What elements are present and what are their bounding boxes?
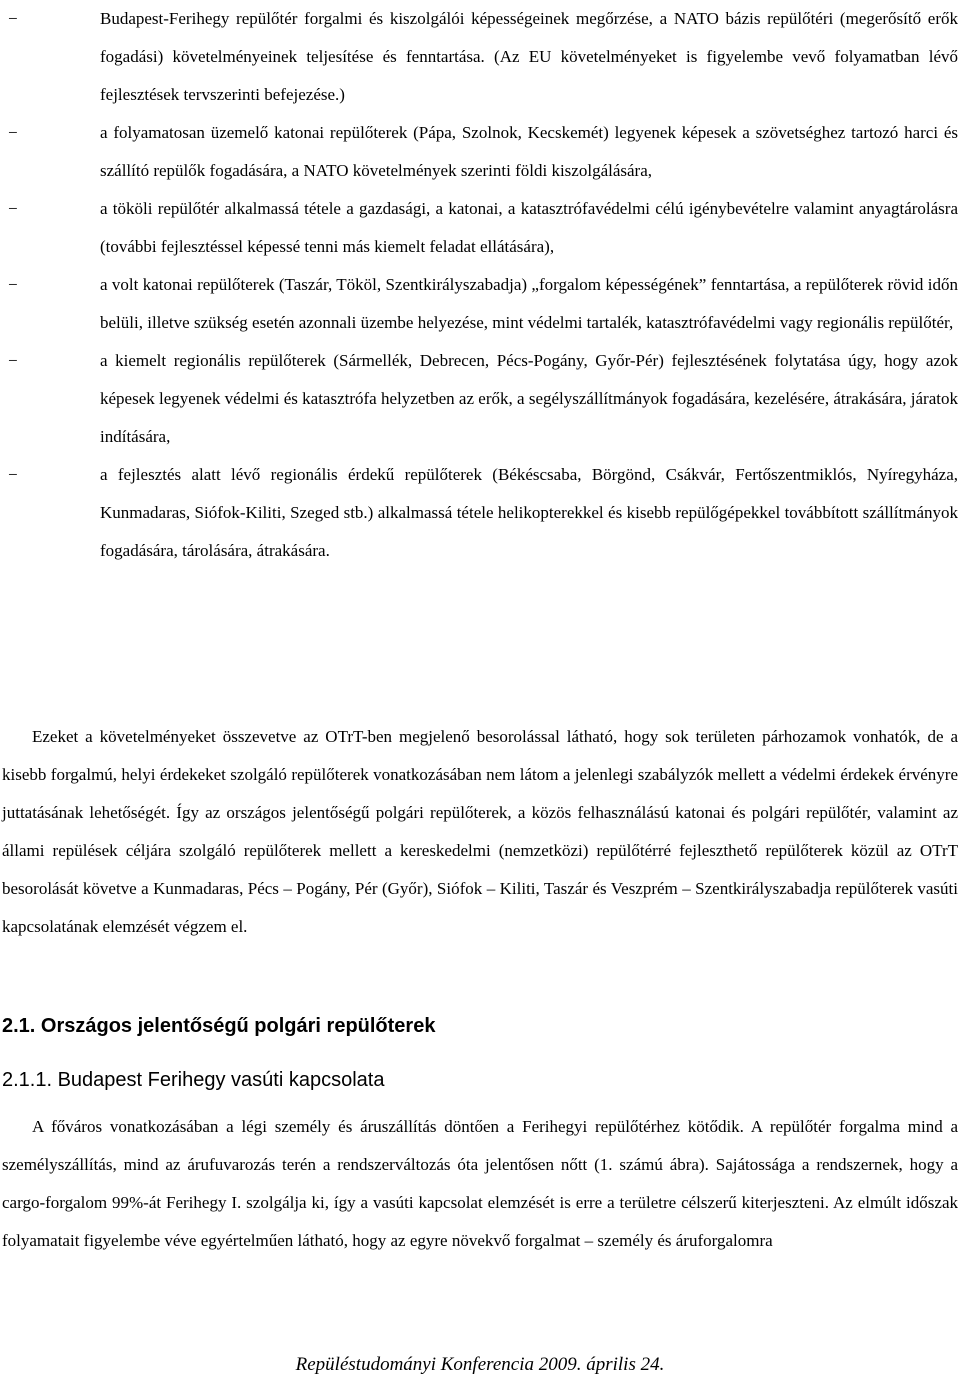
dash-marker: − xyxy=(8,123,18,142)
dash-marker: − xyxy=(8,9,18,28)
list-item-text: a folyamatosan üzemelő katonai repülőterek (Pápa, Szolnok, Kecskemét) legyenek képesek a szövetséghez tartozó harci és szállító repülők fogadására, a NATO követelmények szerinti földi kiszolgálására, xyxy=(100,123,958,180)
list-item xyxy=(0,266,960,342)
dash-marker: − xyxy=(8,465,18,484)
body-paragraph: Ezeket a követelményeket összevetve az OTrT-ben megjelenő besorolással látható, hogy sok területen párhozamok vonhatók, de a kisebb forgalmú, helyi érdekeket szolgáló repülőterek vonatkozásában nem látom a jelenlegi szabályzók mellett a védelmi érdekek érvényre juttatásának lehetőségét. Így az országos jelentőségű polgári repülőterek, a közös felhasználású katonai és polgári repülőtér, valamint az állami repülések céljára szolgáló repülőterek mellett a kereskedelmi (nemzetközi) repülőtérré fejleszthető repülőterek közül az OTrT besorolását követve a Kunmadaras, Pécs – Pogány, Pér (Győr), Siófok – Kiliti, Taszár és Veszprém – Szentkirályszabadja repülőterek vasúti kapcsolatának elemzését végzem el. xyxy=(2,727,958,936)
list-item-text: a fejlesztés alatt lévő regionális érdekű repülőterek (Békéscsaba, Börgönd, Csákvár, Fertőszentmiklós, Nyíregyháza, Kunmadaras, Siófok-Kiliti, Szeged stb.) alkalmassá tétele helikopterekkel és kisebb repülőgépekkel továbbított szállítmányok fogadására, tárolására, átrakására. xyxy=(100,465,958,560)
list-item xyxy=(0,342,960,456)
dash-marker: − xyxy=(8,351,18,370)
body-paragraph: A főváros vonatkozásában a légi személy és áruszállítás döntően a Ferihegyi repülőtérhez kötődik. A repülőtér forgalma mind a személyszállítás, mind az árufuvarozás terén a rendszerváltozás óta jelentősen nőtt (1. számú ábra). Sajátossága a rendszernek, hogy a cargo-forgalom 99%-át Ferihegy I. szolgálja ki, így a vasúti kapcsolat elemzését is erre a területre célszerű kiterjeszteni. Az elmúlt időszak folyamatait figyelembe véve egyértelműen látható, hogy az egyre növekvő forgalmat – személy és áruforgalomra xyxy=(2,1117,958,1250)
list-item-text: a tököli repülőtér alkalmassá tétele a gazdasági, a katonai, a katasztrófavédelmi célú igénybevételre valamint anyagtárolásra (további fejlesztéssel képessé tenni más kiemelt feladat ellátására), xyxy=(100,199,958,256)
section-heading: 2.1. Országos jelentőségű polgári repülőterek xyxy=(2,1015,436,1037)
list-item-text: a kiemelt regionális repülőterek (Sármellék, Debrecen, Pécs-Pogány, Győr-Pér) fejlesztésének folytatása úgy, hogy azok képesek legyenek védelmi és katasztrófa helyzetben az erők, a segélyszállítmányok fogadására, kezelésére, átrakására, járatok indítására, xyxy=(100,351,958,446)
list-item xyxy=(0,0,960,114)
page-footer: Repüléstudományi Konferencia 2009. április 24. xyxy=(295,1354,665,1375)
dash-marker: − xyxy=(8,199,18,218)
list-item xyxy=(0,114,960,190)
list-item-text: Budapest-Ferihegy repülőtér forgalmi és kiszolgálói képességeinek megőrzése, a NATO bázis repülőtéri (megerősítő erők fogadási) követelményeinek teljesítése és fenntartása. (Az EU követelményeket is figyelembe vevő folyamatban lévő fejlesztések tervszerinti befejezése.) xyxy=(100,9,958,104)
requirements-list xyxy=(0,0,960,570)
dash-marker: − xyxy=(8,275,18,294)
list-item xyxy=(0,190,960,266)
subsection-heading: 2.1.1. Budapest Ferihegy vasúti kapcsolata xyxy=(2,1069,385,1091)
list-item-text: a volt katonai repülőterek (Taszár, Tököl, Szentkirályszabadja) „forgalom képességének” fenntartása, a repülőterek rövid időn belüli, illetve szükség esetén azonnali üzembe helyezése, mint védelmi tartalék, katasztrófavédelmi vagy regionális repülőtér, xyxy=(100,275,958,332)
list-item xyxy=(0,456,960,570)
